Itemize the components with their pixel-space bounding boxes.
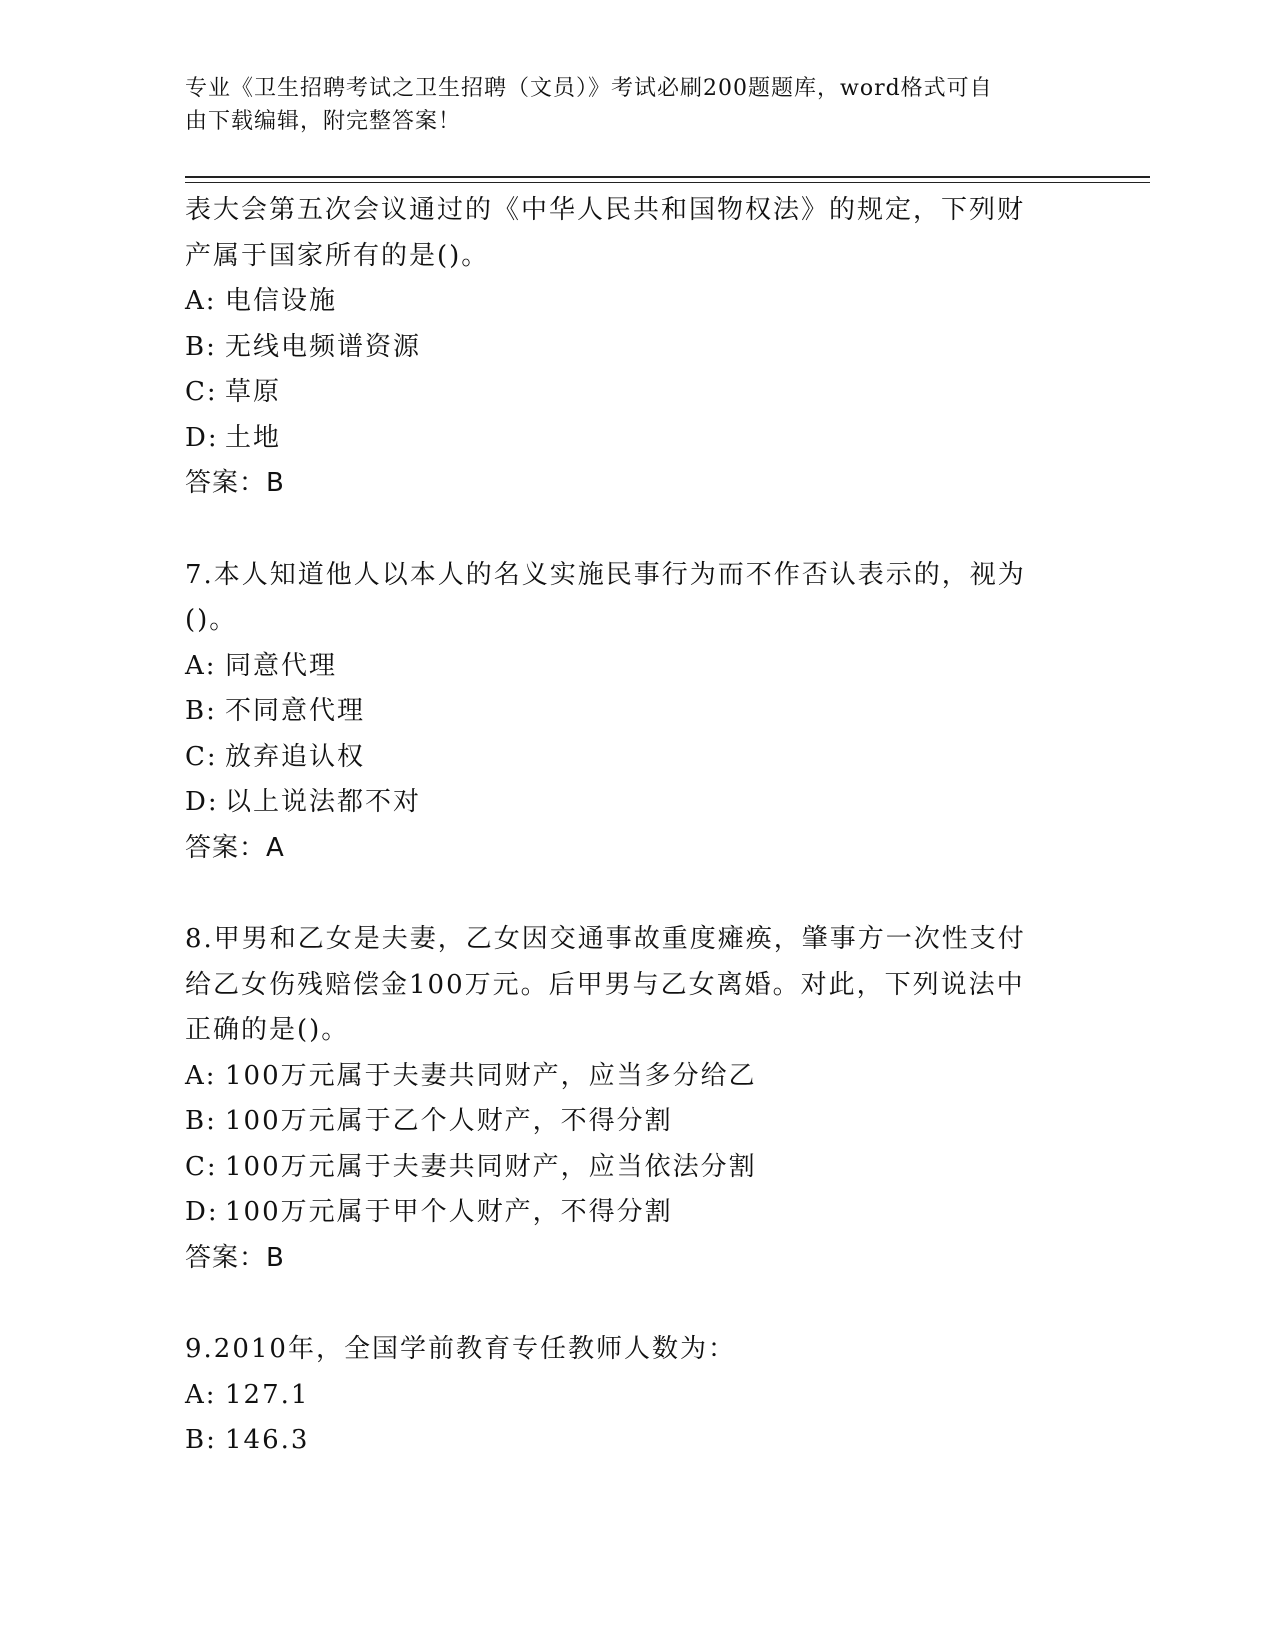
option-text: 土地 — [225, 422, 282, 453]
option-text: 不同意代理 — [225, 696, 366, 726]
question-7-stem-line-1: 7.本人知道他人以本人的名义实施民事行为而不作否认表示的，视为 — [185, 559, 1026, 590]
option-label: A: — [185, 1060, 217, 1091]
header-line-2: 由下载编辑，附完整答案！ — [185, 109, 462, 134]
option-text: 无线电频谱资源 — [225, 331, 422, 362]
question-8-stem-line-2: 给乙女伤残赔偿金100万元。后甲男与乙女离婚。对此，下列说法中 — [185, 969, 1025, 1000]
question-7-answer: 答案：A — [185, 832, 285, 863]
question-8-option-c — [185, 1145, 1065, 1191]
question-8-stem-line-3: 正确的是()。 — [185, 1015, 350, 1045]
question-7-option-c — [185, 735, 1065, 781]
option-text: 以上说法都不对 — [225, 787, 422, 817]
option-text: 100万元属于乙个人财产，不得分割 — [225, 1106, 673, 1136]
option-label: D: — [185, 422, 219, 453]
question-7-option-d — [185, 780, 1065, 826]
document-header — [185, 72, 1065, 138]
option-label: B: — [185, 696, 217, 726]
option-label: A: — [185, 1379, 217, 1410]
option-text: 电信设施 — [225, 286, 338, 316]
question-9 — [185, 1327, 1065, 1464]
spacer — [185, 1281, 1065, 1327]
option-text: 127.1 — [225, 1379, 310, 1410]
header-divider-thin — [185, 182, 1150, 183]
option-text: 146.3 — [225, 1425, 310, 1455]
option-text: 草原 — [225, 377, 282, 407]
question-6-option-b — [185, 325, 1065, 371]
option-text: 100万元属于夫妻共同财产，应当依法分割 — [225, 1151, 757, 1182]
question-6-option-d — [185, 416, 1065, 462]
question-8-stem-line-1: 8.甲男和乙女是夫妻，乙女因交通事故重度瘫痪，肇事方一次性支付 — [185, 924, 1026, 954]
question-8-option-b — [185, 1099, 1065, 1145]
question-8-option-d — [185, 1190, 1065, 1236]
option-label: C: — [185, 377, 218, 407]
header-line-1: 专业《卫生招聘考试之卫生招聘（文员）》考试必刷200题题库，word格式可自 — [185, 76, 993, 101]
question-6-stem-line-2: 产属于国家所有的是()。 — [185, 240, 490, 271]
question-7 — [185, 553, 1065, 872]
option-label: B: — [185, 331, 217, 362]
option-label: D: — [185, 1197, 219, 1227]
option-label: C: — [185, 741, 218, 772]
question-7-option-b — [185, 689, 1065, 735]
option-text: 100万元属于甲个人财产，不得分割 — [225, 1197, 673, 1227]
question-6-answer: 答案：B — [185, 468, 285, 498]
spacer — [185, 507, 1065, 553]
question-8 — [185, 917, 1065, 1281]
header-divider-thick — [185, 176, 1150, 178]
option-text: 放弃追认权 — [225, 741, 366, 772]
option-text: 100万元属于夫妻共同财产，应当多分给乙 — [225, 1060, 757, 1091]
question-8-answer: 答案：B — [185, 1242, 285, 1273]
question-9-stem-line-1: 9.2010年，全国学前教育专任教师人数为： — [185, 1334, 736, 1364]
question-6 — [185, 188, 1065, 507]
option-label: A: — [185, 650, 217, 681]
question-7-stem-line-2: ()。 — [185, 605, 238, 635]
option-label: B: — [185, 1106, 217, 1136]
option-label: A: — [185, 286, 217, 316]
spacer — [185, 871, 1065, 917]
question-7-option-a — [185, 644, 1065, 690]
option-label: C: — [185, 1151, 218, 1182]
question-8-option-a — [185, 1054, 1065, 1100]
question-9-option-a — [185, 1373, 1065, 1419]
question-list — [185, 188, 1065, 1464]
question-9-option-b — [185, 1418, 1065, 1464]
question-6-stem-line-1: 表大会第五次会议通过的《中华人民共和国物权法》的规定，下列财 — [185, 195, 1026, 225]
option-label: D: — [185, 787, 219, 817]
question-6-option-c — [185, 370, 1065, 416]
option-text: 同意代理 — [225, 650, 338, 681]
option-label: B: — [185, 1425, 217, 1455]
question-6-option-a — [185, 279, 1065, 325]
